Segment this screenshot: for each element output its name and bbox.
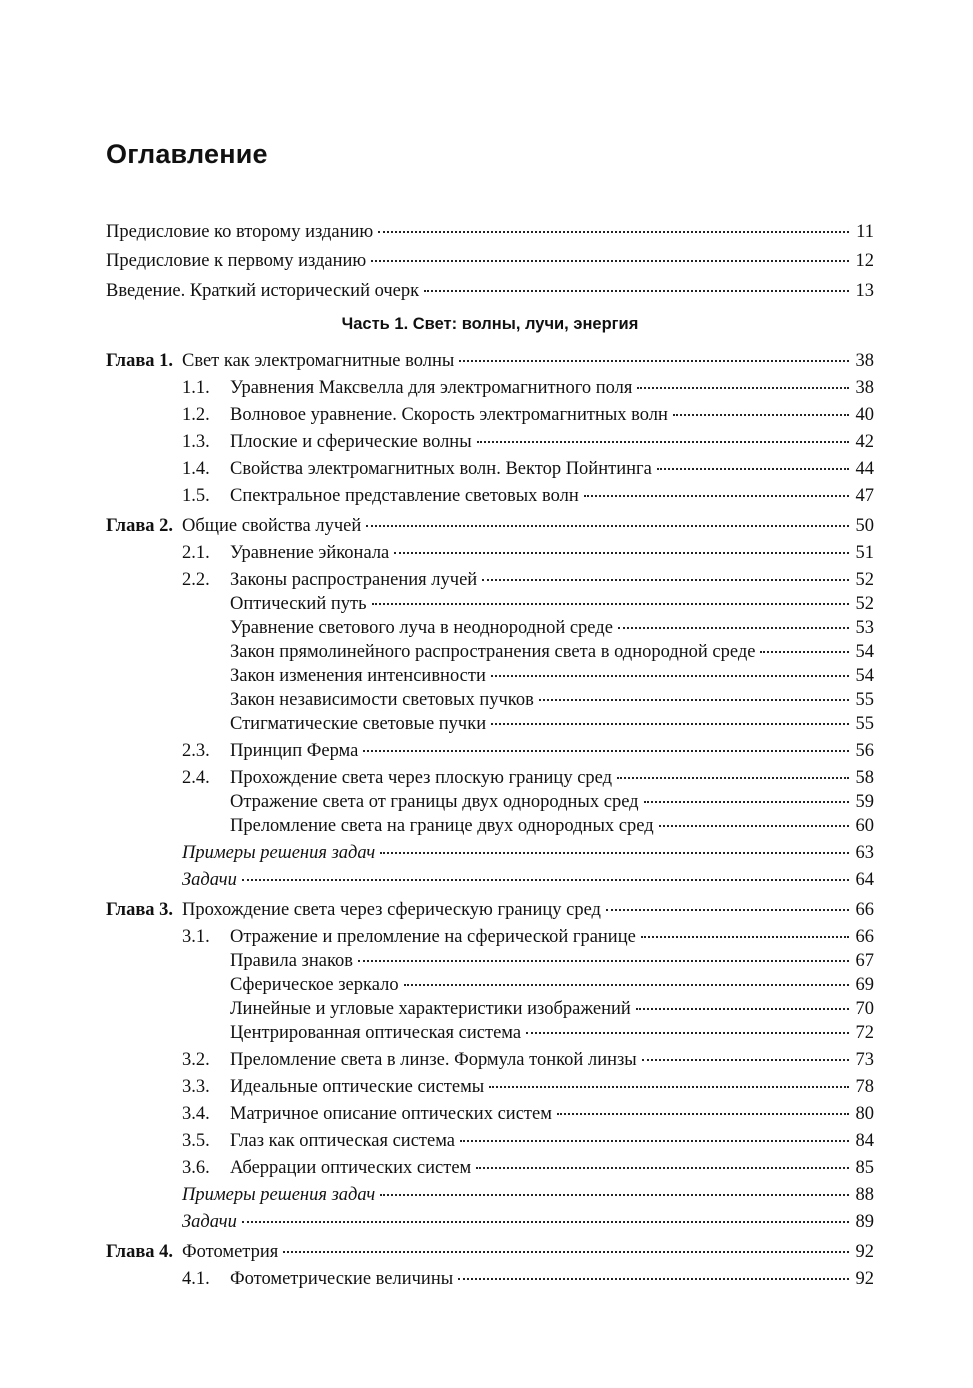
- page-number: 52: [855, 570, 874, 590]
- entry-title: Преломление света на границе двух однородных сред: [230, 816, 654, 836]
- entry-title: Идеальные оптические системы: [230, 1077, 485, 1097]
- dot-leader: [363, 750, 849, 752]
- toc-entry-32[interactable]: [106, 1184, 874, 1206]
- entry-title: Примеры решения задач: [182, 843, 376, 863]
- entry-title: Правила знаков: [230, 951, 353, 971]
- page-number: 72: [855, 1023, 874, 1043]
- entry-title: Примеры решения задач: [182, 1185, 376, 1205]
- dot-leader: [637, 387, 849, 389]
- page-number: 11: [856, 222, 874, 242]
- toc-entry-11[interactable]: [106, 641, 874, 663]
- page-number: 89: [855, 1212, 874, 1232]
- toc-entry-1[interactable]: [106, 377, 874, 399]
- entry-title: Свойства электромагнитных волн. Вектор Пойнтинга: [230, 459, 652, 479]
- toc-entry-25[interactable]: [106, 998, 874, 1020]
- dot-leader: [424, 290, 849, 292]
- dot-leader: [458, 1278, 849, 1280]
- toc-entry-34[interactable]: [106, 1241, 874, 1263]
- toc-entry-8[interactable]: [106, 569, 874, 591]
- toc-entry-30[interactable]: [106, 1130, 874, 1152]
- entry-title: Сферическое зеркало: [230, 975, 399, 995]
- toc-entry-3[interactable]: [106, 431, 874, 453]
- toc-entry-2[interactable]: [106, 404, 874, 426]
- entry-title: Прохождение света через сферическую границу сред: [182, 900, 601, 920]
- toc-entry-28[interactable]: [106, 1076, 874, 1098]
- dot-leader: [618, 627, 849, 629]
- page-number: 51: [855, 543, 874, 563]
- dot-leader: [482, 579, 849, 581]
- page-number: 44: [855, 459, 874, 479]
- toc-entry-9[interactable]: [106, 593, 874, 615]
- page-number: 92: [855, 1269, 874, 1289]
- dot-leader: [641, 936, 849, 938]
- dot-leader: [394, 552, 849, 554]
- toc-entry-21[interactable]: [106, 899, 874, 921]
- page-number: 38: [855, 378, 874, 398]
- section-number: 1.5.: [182, 486, 210, 506]
- section-number: 1.3.: [182, 432, 210, 452]
- page-number: 88: [855, 1185, 874, 1205]
- dot-leader: [380, 1194, 849, 1196]
- toc-entry-24[interactable]: [106, 974, 874, 996]
- section-number: 3.2.: [182, 1050, 210, 1070]
- toc-entry-19[interactable]: [106, 842, 874, 864]
- entry-title: Отражение и преломление на сферической границе: [230, 927, 636, 947]
- entry-title: Задачи: [182, 870, 237, 890]
- front-entry-0[interactable]: [106, 221, 874, 243]
- entry-title: Свет как электромагнитные волны: [182, 351, 455, 371]
- chapter-label: Глава 2.: [106, 516, 174, 536]
- section-number: 1.2.: [182, 405, 210, 425]
- page-number: 80: [855, 1104, 874, 1124]
- toc-entry-6[interactable]: [106, 515, 874, 537]
- section-number: 3.5.: [182, 1131, 210, 1151]
- section-number: 1.4.: [182, 459, 210, 479]
- toc-entry-27[interactable]: [106, 1049, 874, 1071]
- dot-leader: [283, 1251, 849, 1253]
- dot-leader: [644, 801, 849, 803]
- toc-entry-5[interactable]: [106, 485, 874, 507]
- entry-title: Преломление света в линзе. Формула тонкой линзы: [230, 1050, 637, 1070]
- dot-leader: [760, 651, 849, 653]
- entry-title: Введение. Краткий исторический очерк: [106, 281, 420, 301]
- page-number: 84: [855, 1131, 874, 1151]
- dot-leader: [617, 777, 849, 779]
- entry-title: Оптический путь: [230, 594, 367, 614]
- dot-leader: [539, 699, 849, 701]
- dot-leader: [673, 414, 849, 416]
- page-number: 42: [855, 432, 874, 452]
- entry-title: Матричное описание оптических систем: [230, 1104, 552, 1124]
- entry-title: Закон прямолинейного распространения света в однородной среде: [230, 642, 756, 662]
- page-number: 47: [855, 486, 874, 506]
- entry-title: Закон изменения интенсивности: [230, 666, 486, 686]
- toc-entry-20[interactable]: [106, 869, 874, 891]
- page-number: 66: [855, 900, 874, 920]
- page-number: 70: [855, 999, 874, 1019]
- dot-leader: [477, 441, 849, 443]
- page-number: 54: [855, 666, 874, 686]
- part-heading: Часть 1. Свет: волны, лучи, энергия: [341, 315, 639, 333]
- entry-title: Глаз как оптическая система: [230, 1131, 455, 1151]
- entry-title: Общие свойства лучей: [182, 516, 362, 536]
- toc-entry-29[interactable]: [106, 1103, 874, 1125]
- toc-entry-13[interactable]: [106, 689, 874, 711]
- dot-leader: [378, 231, 849, 233]
- dot-leader: [242, 1221, 849, 1223]
- front-entry-1[interactable]: [106, 250, 874, 272]
- toc-entry-0[interactable]: [106, 350, 874, 372]
- page-number: 38: [855, 351, 874, 371]
- section-number: 3.3.: [182, 1077, 210, 1097]
- entry-title: Спектральное представление световых волн: [230, 486, 579, 506]
- toc-entry-10[interactable]: [106, 617, 874, 639]
- page-number: 78: [855, 1077, 874, 1097]
- page-number: 50: [855, 516, 874, 536]
- dot-leader: [491, 723, 849, 725]
- dot-leader: [459, 360, 849, 362]
- toc-entry-12[interactable]: [106, 665, 874, 687]
- dot-leader: [380, 852, 849, 854]
- entry-title: Уравнения Максвелла для электромагнитного поля: [230, 378, 633, 398]
- page-number: 63: [855, 843, 874, 863]
- page-number: 92: [855, 1242, 874, 1262]
- page-number: 12: [855, 251, 874, 271]
- dot-leader: [557, 1113, 849, 1115]
- entry-title: Уравнение эйконала: [230, 543, 390, 563]
- dot-leader: [489, 1086, 849, 1088]
- toc-entry-15[interactable]: [106, 740, 874, 762]
- page-number: 67: [855, 951, 874, 971]
- entry-title: Фотометрические величины: [230, 1269, 454, 1289]
- dot-leader: [371, 260, 849, 262]
- section-number: 4.1.: [182, 1269, 210, 1289]
- toc-entry-7[interactable]: [106, 542, 874, 564]
- page-number: 73: [855, 1050, 874, 1070]
- entry-title: Законы распространения лучей: [230, 570, 478, 590]
- dot-leader: [491, 675, 849, 677]
- dot-leader: [584, 495, 849, 497]
- dot-leader: [366, 525, 849, 527]
- toc-entry-4[interactable]: [106, 458, 874, 480]
- section-number: 2.4.: [182, 768, 210, 788]
- entry-title: Стигматические световые пучки: [230, 714, 487, 734]
- toc-entry-14[interactable]: [106, 713, 874, 735]
- page-number: 55: [855, 714, 874, 734]
- toc-entry-31[interactable]: [106, 1157, 874, 1179]
- section-number: 3.4.: [182, 1104, 210, 1124]
- page-title: Оглавление: [106, 139, 268, 169]
- toc-entry-17[interactable]: [106, 791, 874, 813]
- front-entry-2[interactable]: [106, 280, 874, 302]
- entry-title: Плоские и сферические волны: [230, 432, 472, 452]
- page-number: 69: [855, 975, 874, 995]
- page-number: 55: [855, 690, 874, 710]
- page-number: 58: [855, 768, 874, 788]
- dot-leader: [460, 1140, 849, 1142]
- page-number: 64: [855, 870, 874, 890]
- page-number: 60: [855, 816, 874, 836]
- page-number: 40: [855, 405, 874, 425]
- section-number: 1.1.: [182, 378, 210, 398]
- entry-title: Предисловие к первому изданию: [106, 251, 367, 271]
- entry-title: Закон независимости световых пучков: [230, 690, 534, 710]
- dot-leader: [526, 1032, 849, 1034]
- page-number: 56: [855, 741, 874, 761]
- toc-entry-18[interactable]: [106, 815, 874, 837]
- section-number: 2.1.: [182, 543, 210, 563]
- dot-leader: [636, 1008, 849, 1010]
- dot-leader: [242, 879, 849, 881]
- section-number: 3.6.: [182, 1158, 210, 1178]
- chapter-label: Глава 4.: [106, 1242, 174, 1262]
- chapter-label: Глава 1.: [106, 351, 174, 371]
- section-number: 2.2.: [182, 570, 210, 590]
- toc-entry-33[interactable]: [106, 1211, 874, 1233]
- entry-title: Волновое уравнение. Скорость электромагнитных волн: [230, 405, 668, 425]
- entry-title: Отражение света от границы двух однородных сред: [230, 792, 639, 812]
- page-number: 59: [855, 792, 874, 812]
- entry-title: Уравнение светового луча в неоднородной среде: [230, 618, 613, 638]
- section-number: 3.1.: [182, 927, 210, 947]
- dot-leader: [642, 1059, 849, 1061]
- entry-title: Прохождение света через плоскую границу сред: [230, 768, 613, 788]
- entry-title: Принцип Ферма: [230, 741, 359, 761]
- chapter-label: Глава 3.: [106, 900, 174, 920]
- dot-leader: [657, 468, 849, 470]
- section-number: 2.3.: [182, 741, 210, 761]
- page-number: 52: [855, 594, 874, 614]
- toc-entry-23[interactable]: [106, 950, 874, 972]
- entry-title: Задачи: [182, 1212, 237, 1232]
- page-number: 54: [855, 642, 874, 662]
- entry-title: Аберрации оптических систем: [230, 1158, 472, 1178]
- dot-leader: [606, 909, 849, 911]
- toc-entry-22[interactable]: [106, 926, 874, 948]
- dot-leader: [372, 603, 849, 605]
- toc-entry-16[interactable]: [106, 767, 874, 789]
- page-number: 53: [855, 618, 874, 638]
- entry-title: Центрированная оптическая система: [230, 1023, 522, 1043]
- entry-title: Линейные и угловые характеристики изображений: [230, 999, 631, 1019]
- dot-leader: [358, 960, 849, 962]
- page-number: 66: [855, 927, 874, 947]
- dot-leader: [476, 1167, 849, 1169]
- entry-title: Фотометрия: [182, 1242, 279, 1262]
- page-number: 13: [855, 281, 874, 301]
- toc-entry-26[interactable]: [106, 1022, 874, 1044]
- entry-title: Предисловие ко второму изданию: [106, 222, 374, 242]
- dot-leader: [659, 825, 849, 827]
- dot-leader: [404, 984, 849, 986]
- page-number: 85: [855, 1158, 874, 1178]
- toc-entry-35[interactable]: [106, 1268, 874, 1290]
